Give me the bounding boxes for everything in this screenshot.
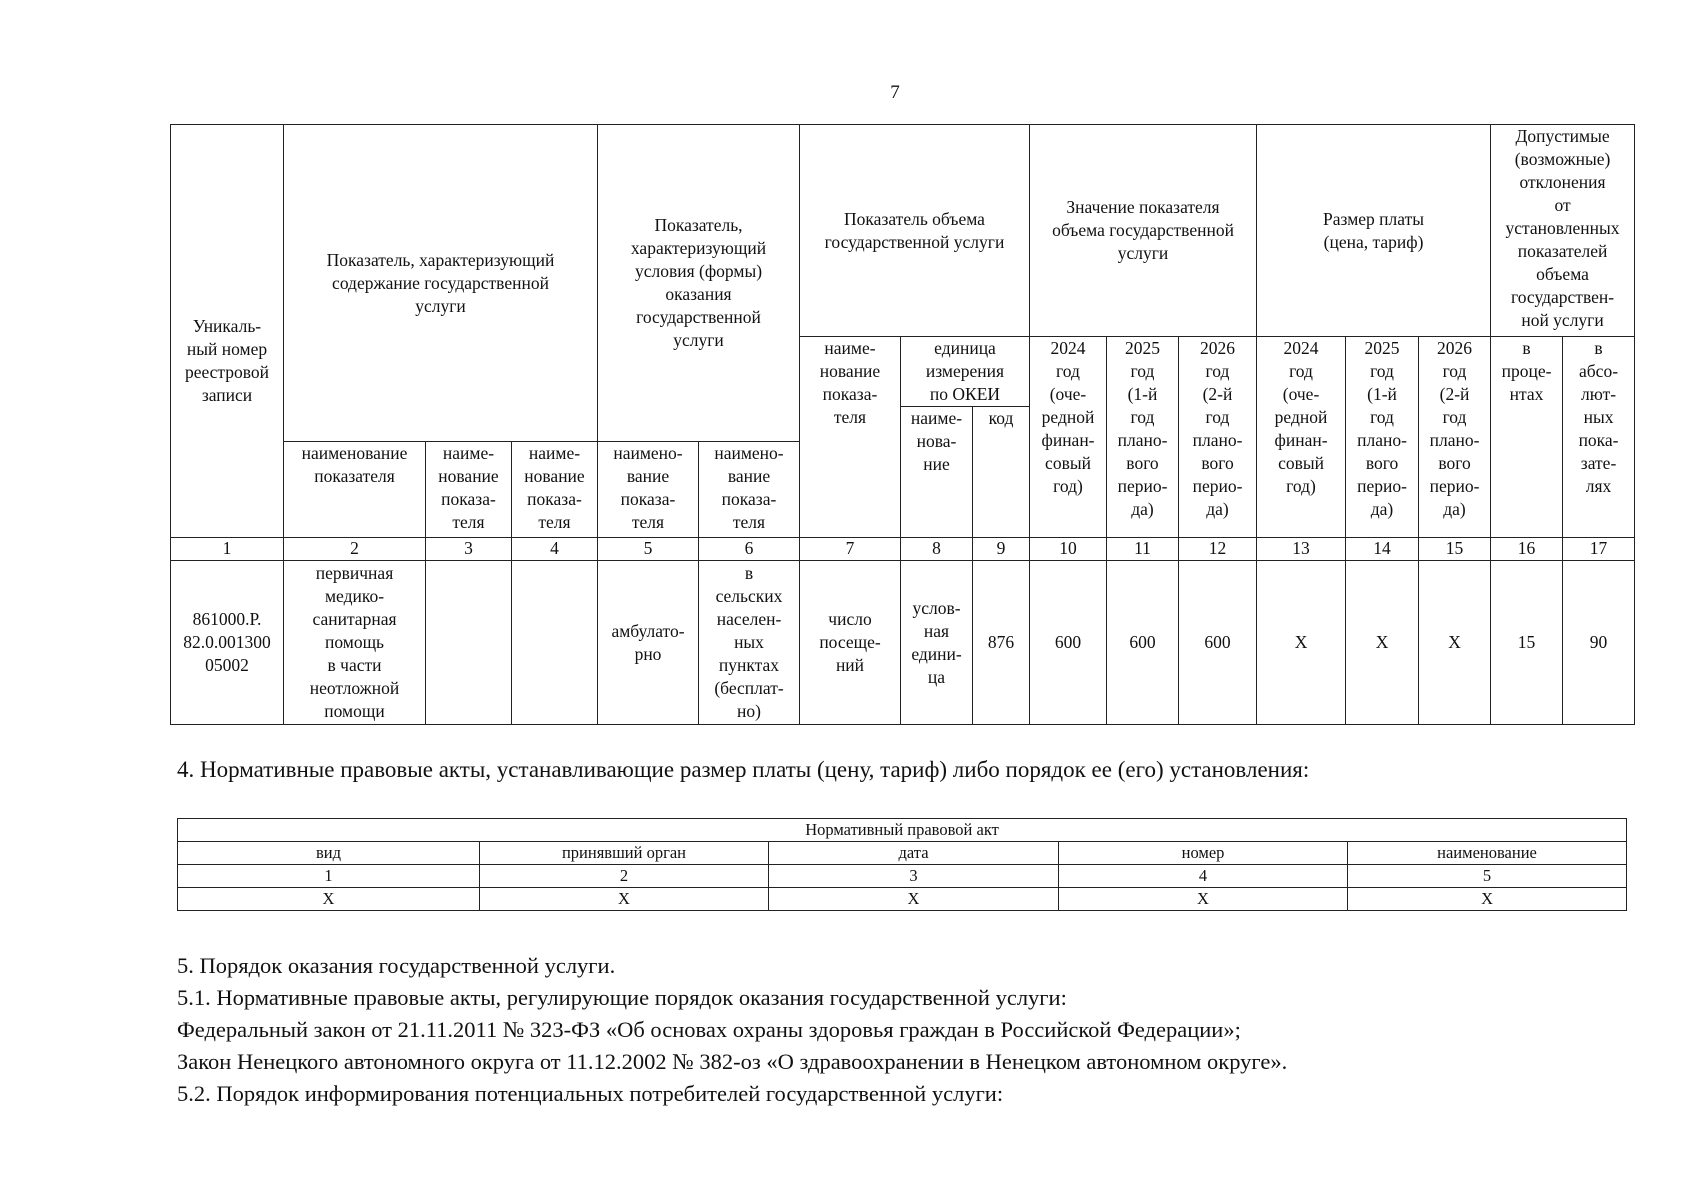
content-indicator-2-cell [426, 561, 512, 725]
header-fee: Размер платы (цена, тариф) [1257, 125, 1491, 337]
legal-act-column-header: дата [769, 842, 1059, 865]
column-number: 1 [171, 538, 284, 561]
column-number: 3 [426, 538, 512, 561]
content-indicator-3-cell [512, 561, 598, 725]
header-unique-number: Уникаль- ный номер реестровой записи [171, 125, 284, 538]
legal-act-column-number: 1 [178, 865, 480, 888]
deviation-absolute-cell: 90 [1563, 561, 1635, 725]
regional-law-reference: Закон Ненецкого автономного округа от 11.12.2002 № 382-оз «О здравоохранении в Ненецком автономном округе». [177, 1049, 1288, 1074]
section-5-2-heading: 5.2. Порядок информирования потенциальных потребителей государственной услуги: [177, 1081, 1004, 1106]
legal-act-column-number: 2 [480, 865, 769, 888]
value-2024-cell: 600 [1030, 561, 1107, 725]
unit-name-cell: услов- ная едини- ца [901, 561, 973, 725]
header-indicator-name: наиме- нование показа- теля [800, 337, 901, 538]
column-number: 2 [284, 538, 426, 561]
column-number: 4 [512, 538, 598, 561]
legal-act-column-header: наименование [1348, 842, 1627, 865]
value-2026-cell: 600 [1179, 561, 1257, 725]
header-year-2024: 2024 год (оче- редной финан- совый год) [1030, 337, 1107, 538]
header-deviation-percent: в проце- нтах [1491, 337, 1563, 538]
column-number: 16 [1491, 538, 1563, 561]
legal-act-column-header: принявший орган [480, 842, 769, 865]
legal-act-value: X [178, 888, 480, 911]
header-unit-code: код [973, 407, 1030, 538]
header-year-2025: 2025 год (1-й год плано- вого перио- да) [1107, 337, 1179, 538]
value-2025-cell: 600 [1107, 561, 1179, 725]
column-number: 11 [1107, 538, 1179, 561]
header-col3-name: наиме- нование показа- теля [426, 442, 512, 538]
header-content-indicator: Показатель, характеризующий содержание государственной услуги [284, 125, 598, 442]
legal-act-column-number: 5 [1348, 865, 1627, 888]
content-indicator-1-cell: первичная медико- санитарная помощь в части неотложной помощи [284, 561, 426, 725]
service-volume-table [170, 124, 1635, 725]
legal-act-column-number: 3 [769, 865, 1059, 888]
legal-act-table [177, 818, 1627, 911]
header-deviation: Допустимые (возможные) отклонения от установленных показателей объема государствен- ной услуги [1491, 125, 1635, 337]
column-number: 13 [1257, 538, 1346, 561]
volume-indicator-cell: число посеще- ний [800, 561, 901, 725]
legal-act-value: X [1348, 888, 1627, 911]
section-5-1-heading: 5.1. Нормативные правовые акты, регулирующие порядок оказания государственной услуги: [177, 985, 1067, 1010]
column-number: 6 [699, 538, 800, 561]
header-col2-name: наименование показателя [284, 442, 426, 538]
legal-act-value: X [1059, 888, 1348, 911]
column-number: 15 [1419, 538, 1491, 561]
header-col6-name: наимено- вание показа- теля [699, 442, 800, 538]
condition-indicator-1-cell: амбулато- рно [598, 561, 699, 725]
header-unit-name: наиме- нова- ние [901, 407, 973, 538]
section-5-heading: 5. Порядок оказания государственной услуги. [177, 953, 616, 978]
header-unit-okei: единица измерения по ОКЕИ [901, 337, 1030, 407]
header-year-2026: 2026 год (2-й год плано- вого перио- да) [1179, 337, 1257, 538]
header-fee-2025: 2025 год (1-й год плано- вого перио- да) [1346, 337, 1419, 538]
unit-code-cell: 876 [973, 561, 1030, 725]
fee-2025-cell: X [1346, 561, 1419, 725]
column-number: 17 [1563, 538, 1635, 561]
federal-law-reference: Федеральный закон от 21.11.2011 № 323-ФЗ «Об основах охраны здоровья граждан в Российской Федерации»; [177, 1017, 1241, 1042]
column-number: 14 [1346, 538, 1419, 561]
section-5 [177, 950, 1287, 1110]
header-col5-name: наимено- вание показа- теля [598, 442, 699, 538]
legal-act-value: X [769, 888, 1059, 911]
legal-act-column-number: 4 [1059, 865, 1348, 888]
column-number: 7 [800, 538, 901, 561]
column-number: 12 [1179, 538, 1257, 561]
column-number: 5 [598, 538, 699, 561]
fee-2024-cell: X [1257, 561, 1346, 725]
header-fee-2024: 2024 год (оче- редной финан- совый год) [1257, 337, 1346, 538]
section-4-heading: 4. Нормативные правовые акты, устанавливающие размер платы (цену, тариф) либо порядок ее (его) установления: [177, 757, 1310, 782]
header-fee-2026: 2026 год (2-й год плано- вого перио- да) [1419, 337, 1491, 538]
column-number: 8 [901, 538, 973, 561]
column-number: 10 [1030, 538, 1107, 561]
header-conditions-indicator: Показатель, характеризующий условия (формы) оказания государственной услуги [598, 125, 800, 442]
page-number: 7 [890, 82, 900, 103]
legal-act-column-header: вид [178, 842, 480, 865]
fee-2026-cell: X [1419, 561, 1491, 725]
header-volume-indicator: Показатель объема государственной услуги [800, 125, 1030, 337]
registry-number-cell: 861000.Р. 82.0.001300 05002 [171, 561, 284, 725]
deviation-percent-cell: 15 [1491, 561, 1563, 725]
legal-act-value: X [480, 888, 769, 911]
legal-act-column-header: номер [1059, 842, 1348, 865]
header-volume-value: Значение показателя объема государственной услуги [1030, 125, 1257, 337]
header-col4-name: наиме- нование показа- теля [512, 442, 598, 538]
header-deviation-absolute: в абсо- лют- ных пока- зате- лях [1563, 337, 1635, 538]
condition-indicator-2-cell: в сельских населен- ных пунктах (бесплат- но) [699, 561, 800, 725]
legal-act-title: Нормативный правовой акт [178, 819, 1627, 842]
column-number: 9 [973, 538, 1030, 561]
